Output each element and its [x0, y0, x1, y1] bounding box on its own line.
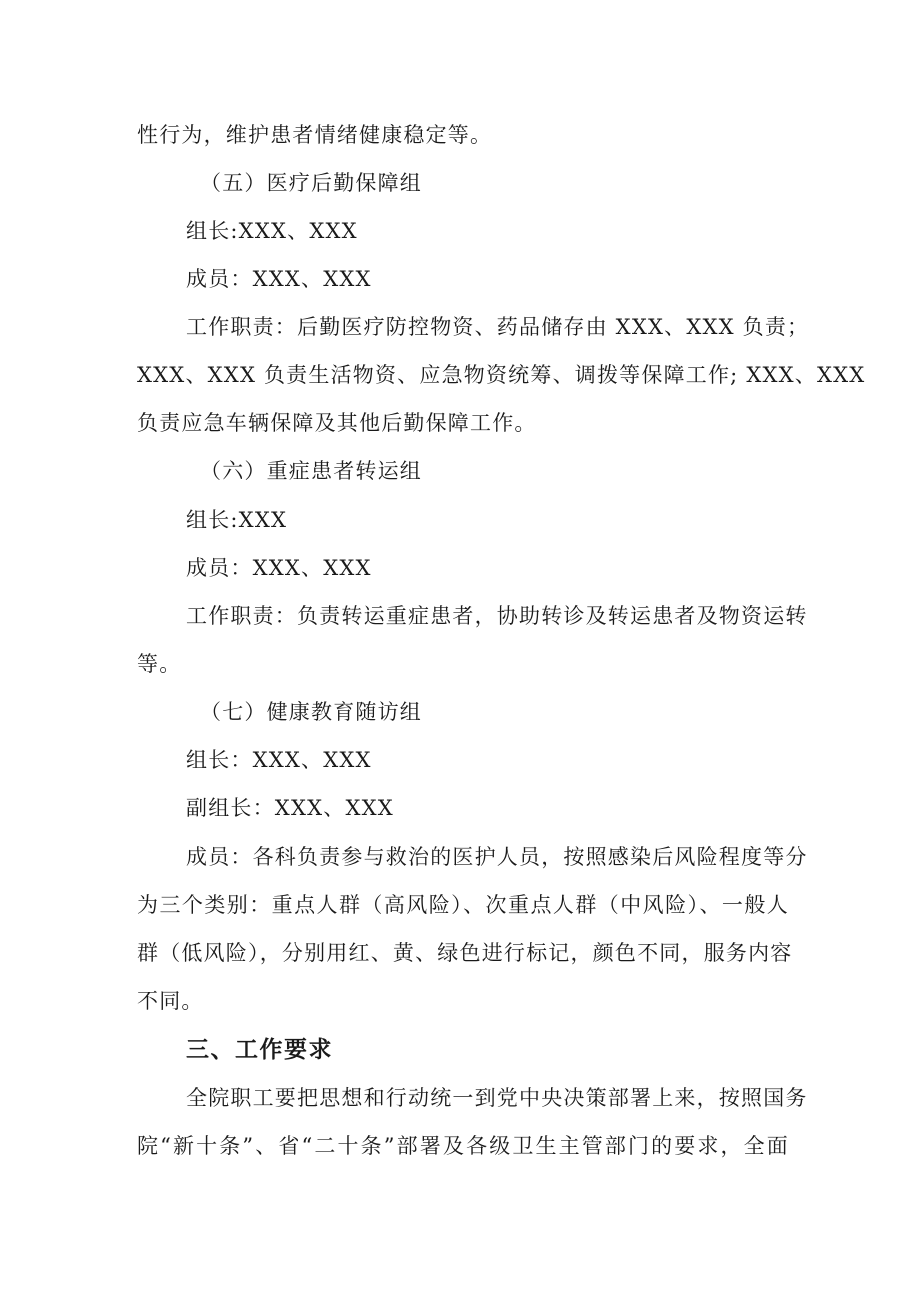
paragraph-line: XXX、XXX 负责生活物资、应急物资统筹、调拨等保障工作; XXX、XXX [137, 363, 866, 387]
subsection-title: （七）健康教育随访组 [200, 700, 422, 724]
group-deputy-leader: 副组长：XXX、XXX [186, 796, 394, 820]
subsection-title: （五）医疗后勤保障组 [200, 171, 422, 195]
group-leader: 组长:XXX [186, 508, 288, 532]
paragraph-line: 工作职责：后勤医疗防控物资、药品储存由 XXX、XXX 负责； [186, 315, 810, 339]
group-members: 成员：XXX、XXX [186, 267, 372, 291]
paragraph-line: 负责应急车辆保障及其他后勤保障工作。 [137, 411, 537, 435]
paragraph-line: 群（低风险），分别用红、黄、绿色进行标记，颜色不同，服务内容 [137, 941, 793, 965]
paragraph-line: 全院职工要把思想和行动统一到党中央决策部署上来，按照国务 [186, 1086, 808, 1110]
paragraph-line: 成员：各科负责参与救治的医护人员，按照感染后风险程度等分 [186, 845, 808, 869]
paragraph-line: 等。 [137, 652, 182, 676]
group-leader: 组长:XXX、XXX [186, 219, 358, 243]
subsection-title: （六）重症患者转运组 [200, 459, 422, 483]
group-leader: 组长：XXX、XXX [186, 748, 372, 772]
group-members: 成员：XXX、XXX [186, 556, 372, 580]
paragraph-line: 不同。 [137, 989, 204, 1013]
paragraph-line: 性行为，维护患者情绪健康稳定等。 [137, 123, 493, 147]
paragraph-line: 院“新十条”、省“二十条”部署及各级卫生主管部门的要求，全面 [137, 1134, 789, 1158]
paragraph-line: 为三个类别：重点人群（高风险）、次重点人群（中风险）、一般人 [137, 893, 789, 917]
section-heading: 三、工作要求 [186, 1037, 333, 1063]
paragraph-line: 工作职责：负责转运重症患者，协助转诊及转运患者及物资运转 [186, 604, 808, 628]
